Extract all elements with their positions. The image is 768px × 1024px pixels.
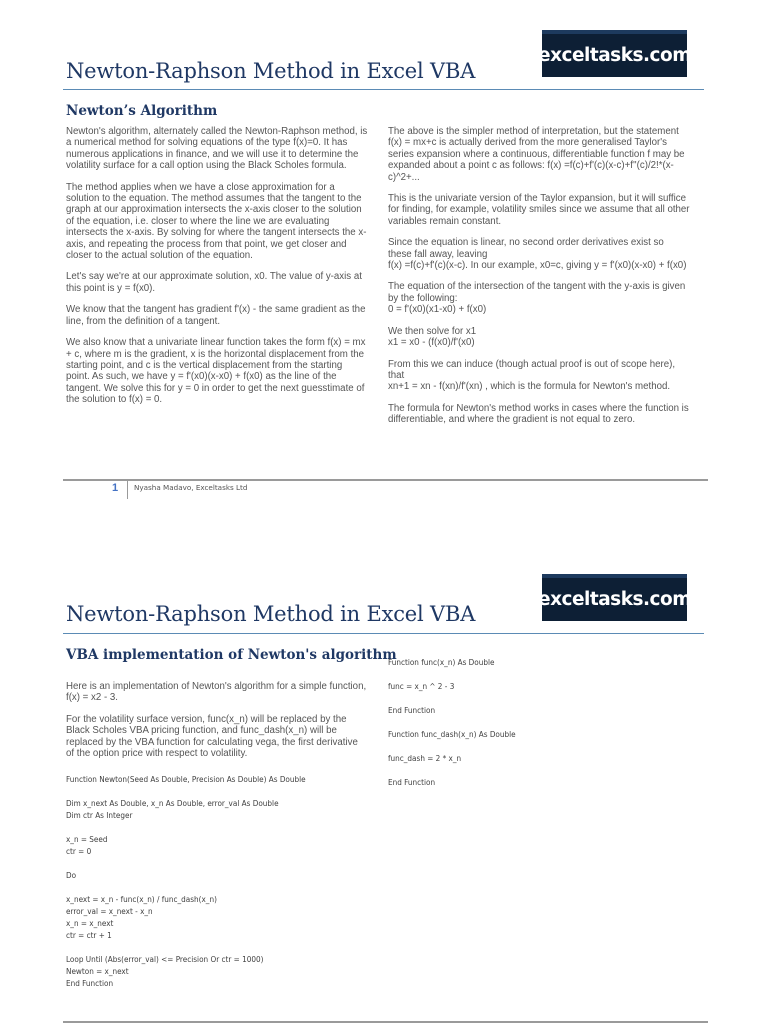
paragraph: For the volatility surface version, func(x_n) will be replaced by the Black Scholes VBA pricing function, and func_dash(x_n) will be replaced by the VBA function for calculating vega, the first derivative of the option price with respect to volatility. — [66, 713, 358, 760]
code-gap — [66, 821, 380, 833]
code-line: x_next = x_n - func(x_n) / func_dash(x_n) — [66, 894, 217, 905]
footer-rule — [63, 1021, 708, 1023]
footer-divider — [127, 480, 128, 499]
code-block-newton — [66, 773, 380, 989]
page2-title: Newton-Raphson Method in Excel VBA — [66, 602, 476, 626]
paragraph: The formula for Newton's method works in cases where the function is differentiable, and where the gradient is not equal to zero. — [388, 402, 689, 426]
code-gap — [388, 668, 702, 680]
code-gap — [66, 857, 380, 869]
paragraph: Here is an implementation of Newton's algorithm for a simple function, f(x) = x2 - 3. — [66, 681, 367, 704]
exceltasks-logo: exceltasks.com — [542, 574, 687, 621]
code-line: End Function — [388, 777, 436, 787]
code-block-functions — [388, 656, 702, 788]
code-gap — [388, 764, 702, 776]
section-heading: Newton’s Algorithm — [66, 103, 218, 119]
code-gap — [66, 881, 380, 893]
code-line: Dim x_next As Double, x_n As Double, error_val As Double — [66, 798, 279, 809]
code-line: ctr = ctr + 1 — [66, 930, 112, 941]
code-line: Loop Until (Abs(error_val) <= Precision Or ctr = 1000) — [66, 954, 264, 965]
paragraph: Newton's algorithm, alternately called the Newton-Raphson method, is a numerical method for solving equations of the type f(x)=0. It has numerous applications in finance, and we will use it to determine the volatility surface for a call option using the Black Scholes formula. — [66, 126, 368, 172]
code-line: func_dash = 2 * x_n — [388, 753, 462, 763]
paragraph: Let's say we're at our approximate solution, x0. The value of y-axis at this point is y = f(x0). — [66, 271, 362, 294]
page2-left-column — [66, 681, 380, 989]
code-line: End Function — [66, 978, 114, 989]
page1-right-column — [388, 126, 702, 436]
paragraph: The method applies when we have a close approximation for a solution to the equation. The method assumes that the tangent to the graph at our approximation intersects the x-axis closer to the solution of the equation, i.e. closer to where the line we are evaluating intersects the x-axis. By solving for where the tangent intersects the x- axis, and repeating the process from that point, we get closer and closer to the actual solution of the equation. — [66, 181, 367, 262]
code-line: End Function — [388, 705, 436, 715]
title-rule — [63, 633, 704, 634]
section-heading: VBA implementation of Newton's algorithm — [66, 647, 397, 663]
paragraph: The equation of the intersection of the tangent with the y-axis is given by the following: 0 = f'(x0)(x1-x0) + f(x0) — [388, 281, 686, 316]
paragraph: Since the equation is linear, no second order derivatives exist so these fall away, leaving f(x) =f(c)+f'(c)(x-c). In our example, x0=c, giving y = f'(x0)(x-x0) + f(x0) — [388, 237, 687, 272]
code-line: x_n = x_next — [66, 918, 114, 929]
code-gap — [66, 785, 380, 797]
paragraph: From this we can induce (though actual proof is out of scope here), that xn+1 = xn - f(xn)/f'(xn) , which is the formula for Newton's method. — [388, 358, 676, 393]
code-line: Function func_dash(x_n) As Double — [388, 729, 516, 739]
footer-author: Nyasha Madavo, Exceltasks Ltd — [134, 483, 248, 492]
code-gap — [66, 941, 380, 953]
code-line: Newton = x_next — [66, 966, 129, 977]
page2-right-column — [388, 656, 702, 788]
page-number: 1 — [112, 482, 119, 494]
code-line: Function func(x_n) As Double — [388, 657, 495, 667]
code-line: ctr = 0 — [66, 846, 92, 857]
paragraph: The above is the simpler method of interpretation, but the statement f(x) = mx+c is actually derived from the more generalised Taylor's series expansion where a continuous, differentiable function f may be expanded about a point c as follows: f(x) =f(c)+f'(c)(x-c)+f''(c)/2!*(x- c)^2+... — [388, 126, 685, 183]
code-line: Dim ctr As Integer — [66, 810, 133, 821]
page1-title: Newton-Raphson Method in Excel VBA — [66, 59, 476, 83]
title-rule — [63, 89, 704, 90]
page1-left-column — [66, 126, 380, 416]
code-line: x_n = Seed — [66, 834, 108, 845]
code-line: Function Newton(Seed As Double, Precision As Double) As Double — [66, 774, 306, 785]
code-gap — [388, 716, 702, 728]
code-gap — [388, 740, 702, 752]
paragraph: We also know that a univariate linear function takes the form f(x) = mx + c, where m is the gradient, x is the horizontal displacement from the starting point, and c is the vertical displacement from the starting point. As such, we have y = f'(x0)(x-x0) + f(x0) as the line of the tangent. We solve this for y = 0 in order to get the next guesstimate of the solution to f(x) = 0. — [66, 337, 366, 406]
paragraph: This is the univariate version of the Taylor expansion, but it will suffice for finding, for example, volatility smiles since we assume that all other variables remain constant. — [388, 193, 690, 227]
code-line: func = x_n ^ 2 - 3 — [388, 681, 455, 691]
code-line: Do — [66, 870, 77, 881]
code-line: error_val = x_next - x_n — [66, 906, 153, 917]
footer-rule — [63, 479, 708, 481]
paragraph: We know that the tangent has gradient f'(x) - the same gradient as the line, from the definition of a tangent. — [66, 304, 366, 327]
exceltasks-logo: exceltasks.com — [542, 30, 687, 77]
paragraph: We then solve for x1 x1 = x0 - (f(x0)/f'(x0) — [388, 325, 477, 349]
code-gap — [388, 692, 702, 704]
